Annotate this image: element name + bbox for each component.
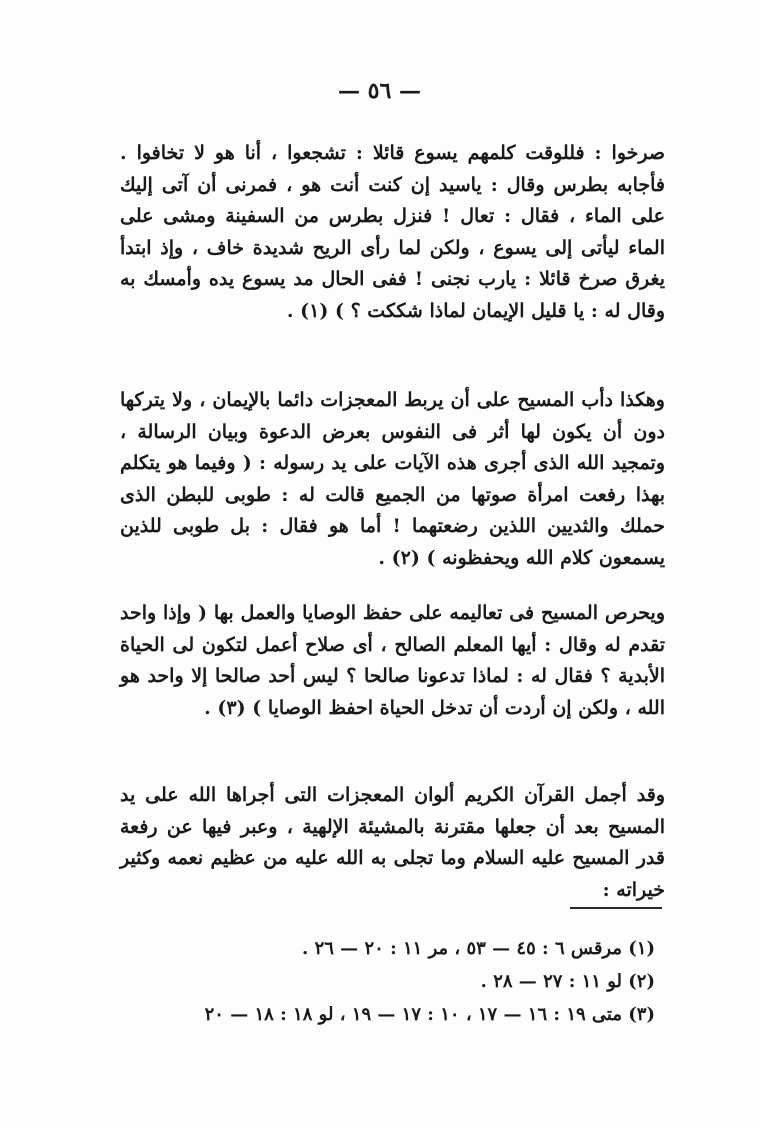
paragraph-text: وقد أجمل القرآن الكريم ألوان المعجزات التى أجراها الله على يد المسيح بعد أن جعلها مقترنة بالمشيئة الإلهية ، وعبر فيها عن رفعة قدر المسيح عليه السلام وما تجلى به الله عليه من عظيم نعمه وكثير خيراته : — [120, 784, 665, 901]
paragraph-text: وهكذا دأب المسيح على أن يربط المعجزات دائما بالإيمان ، ولا يتركها دون أن يكون لها أثر فى النفوس بعرض الدعوة وبيان الرسالة ، وتمجيد الله الذى أجرى هذه الآيات على يد رسوله : ( وفيما هو يتكلم بهذا رفعت امرأة صوتها من الجميع قالت له : طوبى للبطن الذى حملك والثديين اللذين رضعتهما ! أما هو فقال : بل طوبى للذين يسمعون كلام الله ويحفظونه ) (٢) . — [120, 389, 665, 569]
footnote-separator — [570, 907, 662, 909]
paragraph-2 — [120, 385, 665, 574]
paragraph-text: ويحرص المسيح فى تعاليمه على حفظ الوصايا والعمل بها ( وإذا واحد تقدم له وقال : أيها المعلم الصالح ، أى صلاح أعمل لتكون لى الحياة الأبدية ؟ فقال له : لماذا تدعونا صالحا ؟ ليس أحد صالحا إلا واحد هو الله ، ولكن إن أردت أن تدخل الحياة احفظ الوصايا ) (٣) . — [120, 602, 665, 719]
paragraph-1 — [120, 138, 665, 327]
footnote-3: (٣) متى ١٩ : ١٦ — ١٧ ، ١٠ : ١٧ — ١٩ ، لو ١٨ : ١٨ — ٢٠ — [204, 1004, 655, 1025]
footnote-2: (٢) لو ١١ : ٢٧ — ٢٨ . — [480, 971, 655, 992]
footnote-1: (١) مرقس ٦ : ٤٥ — ٥٣ ، مر ١١ : ٢٠ — ٢٦ . — [302, 938, 655, 959]
footnotes — [150, 932, 655, 1031]
paragraph-text: صرخوا : فللوقت كلمهم يسوع قائلا : تشجعوا ، أنا هو لا تخافوا . فأجابه بطرس وقال : ياسيد إن كنت أنت هو ، فمرنى أن آتى إليك على الماء ، فقال : تعال ! فنزل بطرس من السفينة ومشى على الماء ليأتى إلى يسوع ، ولكن لما رأى الريح شديدة خاف ، وإذ ابتدأ يغرق صرخ قائلا : يارب نجنى ! ففى الحال مد يسوع يده وأمسك به وقال له : يا قليل الإيمان لماذا شككت ؟ ) (١) . — [120, 142, 665, 322]
page-number: — ٥٦ — — [338, 78, 421, 104]
paragraph-3 — [120, 598, 665, 724]
paragraph-4 — [120, 780, 665, 906]
